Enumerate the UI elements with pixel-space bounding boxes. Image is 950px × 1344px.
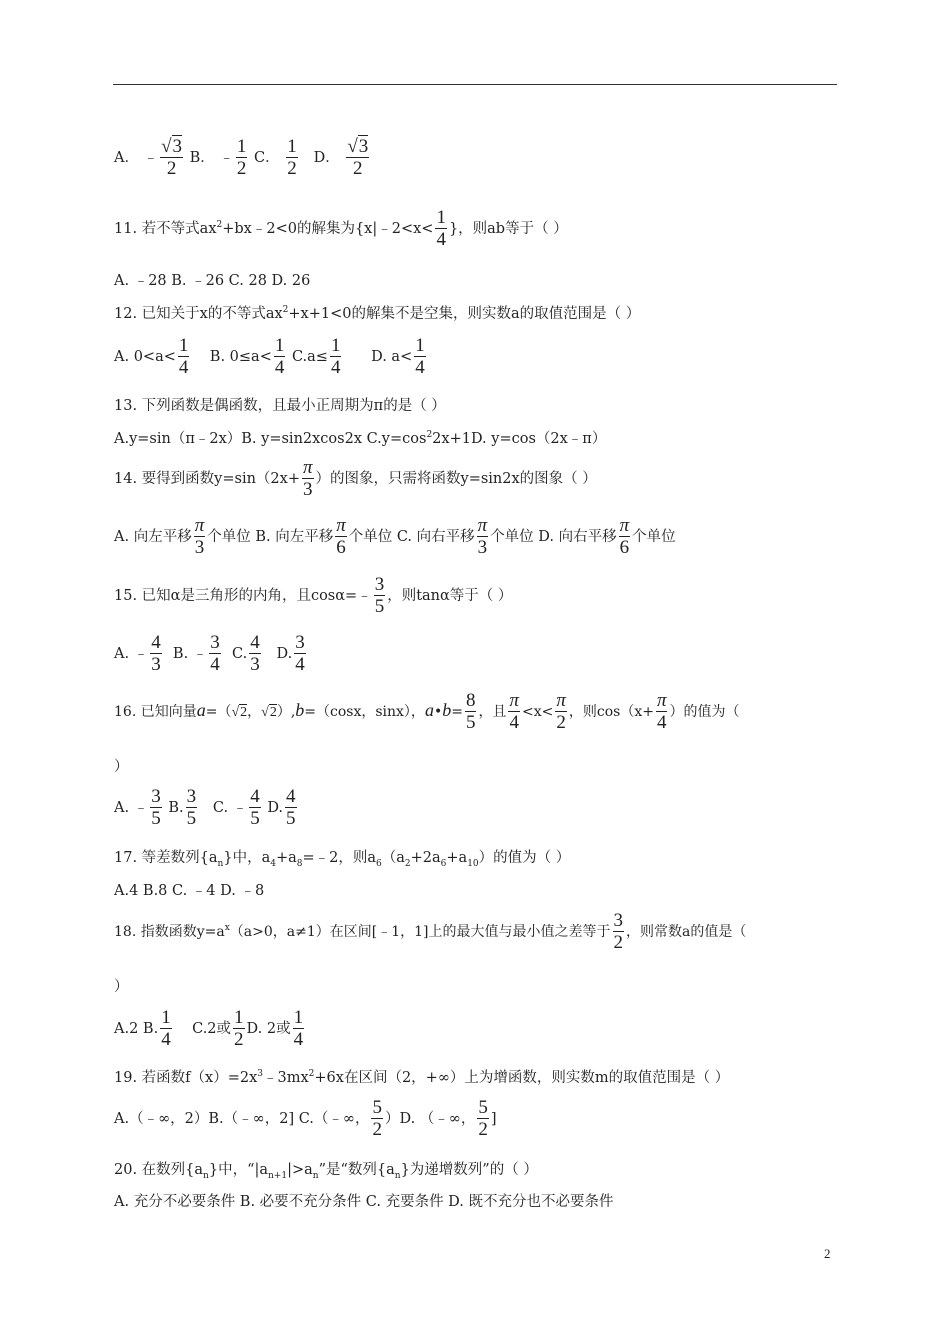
question-13: 13. 下列函数是偶函数，且最小正周期为π的是（ ） (114, 398, 446, 414)
q18-close: ） (114, 979, 129, 995)
q20-options: A. 充分不必要条件 B. 必要不充分条件 C. 充要条件 D. 既不充分也不必要条件 (114, 1194, 614, 1210)
fraction: $\frac{1}{4}$ (436, 207, 446, 251)
q17-options: A.4 B.8 C. ﹣4 D. ﹣8 (114, 883, 265, 899)
question-11: 11. 若不等式$ax^2+bx﹣2<0$的解集为{x|﹣2<x< $\frac{1}{4}$ }，则ab等于（ ） (114, 207, 568, 251)
header-rule (113, 84, 837, 85)
q18-options: A.2 B. $\frac{1}{4}$ C.2或 $\frac{1}{2}$ D. 2或 $\frac{1}{4}$ (114, 1007, 304, 1051)
q16-close: ） (114, 759, 129, 775)
question-15: 15. 已知α是三角形的内角，且cosα=﹣ $\frac{3}{5}$ ，则tanα等于（ ） (114, 574, 513, 618)
question-14: 14. 要得到函数y=sin（2x+ $\frac{\pi}{3}$ ）的图象，只需将函数y=sin2x的图象（ ） (114, 457, 597, 501)
fraction: $\frac{1}{2}$ (236, 136, 247, 180)
q19-options: A.（﹣∞，2）B.（﹣∞，2] C.（﹣∞， $\frac{5}{2}$ ）D. （﹣∞， $\frac{5}{2}$ ] (114, 1097, 497, 1141)
question-16: 16. 已知向量a=（√2，√2）,b=（cosx，sinx），a•b= $\frac{8}{5}$ ，且 $\frac{\pi}{4}$ <x< $\frac{\pi}{2}$ ，则cos（x+ $\frac{\pi}{4}$ ）的值为（ (114, 690, 740, 734)
q16-options: A. ﹣ $\frac{3}{5}$ B. $\frac{3}{5}$ C. ﹣ $\frac{4}{5}$ D. $\frac{4}{5}$ (114, 786, 296, 830)
q15-options: A. ﹣ $\frac{4}{3}$ B. ﹣ $\frac{3}{4}$ C. $\frac{4}{3}$ D. $\frac{3}{4}$ (114, 632, 305, 676)
question-18: 18. 指数函数$y=a^x(a>0$，a≠1）在区间[﹣1，1]上的最大值与最小值之差等于 $\frac{3}{2}$ ，则常数a的值是（ (114, 910, 747, 954)
question-17: 17. 等差数列$\{a_n\}$中，$a_4+a_8=﹣2$，则$a_6(a_2+2a_6+a_{10})$的值为（ ） (114, 850, 571, 869)
fraction: $\frac{√3}{2}$ (347, 136, 369, 180)
fraction: $\frac{1}{2}$ (287, 136, 297, 180)
question-19: 19. 若函数$f(x)=2x^3﹣3mx^2+6x$在区间（2，+∞）上为增函数，则实数m的取值范围是（ ） (114, 1069, 730, 1086)
q11-options: A. ﹣28 B. ﹣26 C. 28 D. 26 (114, 273, 311, 289)
fraction: $\frac{√3}{2}$ (161, 136, 183, 180)
q10-options: A． ﹣ $\frac{√3}{2}$ B． ﹣ $\frac{1}{2}$ C． $\frac{1}{2}$ D． $\frac{√3}{2}$ (114, 136, 369, 180)
question-12: 12. 已知关于x的不等式$ax^2+x+1<0$的解集不是空集，则实数a的取值范围是（ ） (114, 305, 641, 322)
q12-options: A. 0<a< $\frac{1}{4}$ B. 0≤a< $\frac{1}{4}$ C.a≤ $\frac{1}{4}$ D. a< $\frac{1}{4}$ (114, 335, 425, 379)
page-number: 2 (824, 1246, 831, 1261)
q13-options: A.y=sin（π﹣2x）B. y=sin2xcos2x $C.y=\cos^22x+1D$. y=cos（2x﹣π） (114, 430, 607, 447)
q14-options: A. 向左平移 $\frac{\pi}{3}$ 个单位 B. 向左平移 $\frac{\pi}{6}$ 个单位 C. 向右平移 $\frac{\pi}{3}$ 个单位 D. 向右平移 $\frac{\pi}{6}$ 个单位 (114, 515, 676, 559)
question-20: 20. 在数列$\{a_n\}$中，“$|a_{n+1}|>a_n$”是“数列$\{a_n\}$为递增数列”的（ ） (114, 1162, 538, 1181)
